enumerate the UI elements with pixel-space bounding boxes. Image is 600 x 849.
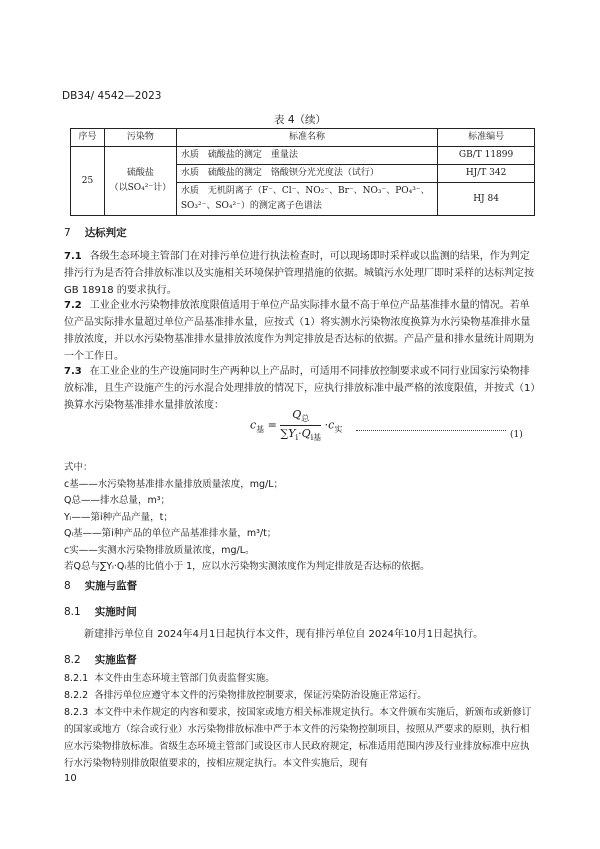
pollutant-name: 硫酸盐: [126, 168, 154, 178]
formula-1: $c_基$ = $\frac{Q_总}{\sum Y_i\cdot Q_{i基}}$ $\cdot c_实$: [250, 408, 343, 443]
paragraph-7-1: 7.1 各级生态环境主管部门在对排污单位进行执法检查时，可以现场即时采样或以监测的结果，作为判定排污行为是否符合排放标准以及实施相关环境保护管理措施的依据。城镇污水处理厂即时采样的达标判定按 GB 18918 的要求执行。: [64, 251, 534, 296]
col-header-standard-name: 标准名称: [176, 129, 437, 147]
page-number: 10: [64, 773, 77, 784]
table-row: [71, 147, 535, 165]
section-8-1-heading: 8.1 实施时间: [64, 606, 137, 618]
variables-title: 式中：: [64, 462, 93, 473]
table-header-row: [71, 129, 535, 147]
row-number: 25: [71, 147, 105, 216]
equation-leader-dots: [356, 430, 506, 431]
pollutant-cell: [104, 147, 176, 216]
item-8-2-1: 8.2.1 本文件由生态环境主管部门负责监督实施。: [64, 673, 275, 684]
pollutant-note: （以SO₄²⁻计）: [109, 183, 172, 193]
standard-code-cell: GB/T 11899: [438, 147, 535, 165]
item-8-2-3: 8.2.3 本文件中未作规定的内容和要求，按国家或地方相关标准规定执行。本文件颁布实施后，新颁布或新修订的国家或地方（综合或行业）水污染物排放标准中严于本文件的污染物控制项目，按照从严要求的原则，执行相应水污染物排放标准。省级生态环境主管部门或设区市人民政府规定，标准适用范围内涉及行业排放标准中应执行水污染物特别排放限值要求的，按相应规定执行。本文件实施后，现有: [64, 707, 532, 769]
table-caption: 表 4（续）: [273, 114, 327, 126]
standard-name: 水质 无机阴离子（F⁻、Cl⁻、NO₂⁻、Br⁻、NO₃⁻、PO₄³⁻、SO₃²⁻、SO₄²⁻）的测定离子色谱法: [176, 183, 437, 216]
variable-definitions: [64, 460, 536, 576]
standard-name: 水质 硫酸盐的测定 铬酸钡分光光度法（试行）: [176, 165, 437, 183]
variable-item: c实——实测水污染物排放质量浓度，mg/L。: [64, 544, 255, 556]
standard-name: 水质 硫酸盐的测定 重量法: [176, 147, 437, 165]
ratio-note: 若Q总与∑Yᵢ·Qᵢ基的比值小于 1，应以水污染物实测浓度作为判定排放是否达标的依据。: [64, 561, 430, 572]
variable-item: Qᵢ基——第i种产品的单位产品基准排水量，m³/t；: [64, 528, 277, 539]
standard-code: DB34/ 4542—2023: [62, 90, 162, 102]
paragraph-7-2: 7.2 工业企业水污染物排放浓度限值适用于单位产品实际排水量不高于单位产品基准排水量的情况。若单位产品实际排水量超过单位产品基准排水量，应按式（1）将实测水污染物浓度换算为水污染物基准排水量排放浓度，并以水污染物基准排水量排放浓度作为判定排放是否达标的依据。产品产量和排水量统计周期为一个工作日。: [64, 300, 534, 362]
section-8-heading: 8 实施与监督: [64, 580, 138, 592]
equation-number: (1): [510, 430, 523, 440]
variable-item: Q总——排水总量，m³；: [64, 495, 171, 506]
variable-item: Yᵢ——第i种产品产量，t；: [64, 511, 173, 523]
implementation-time-text: 新建排污单位自 2024年4月1日起执行本文件，现有排污单位自 2024年10月1日起执行。: [84, 629, 484, 640]
col-header-pollutant: 污染物: [104, 129, 176, 147]
section-8-2-heading: 8.2 实施监督: [64, 654, 137, 666]
col-header-standard-code: 标准编号: [438, 129, 535, 147]
variable-item: c基——水污染物基准排水量排放质量浓度，mg/L；: [64, 478, 284, 490]
standard-code-cell: HJ 84: [438, 183, 535, 216]
paragraph-7-3: 7.3 在工业企业的生产设施同时生产两种以上产品时，可适用不同排放控制要求或不同行业国家污染物排放标准，且生产设施产生的污水混合处理排放的情况下，应执行排放标准中最严格的浓度限值，并按式（1）换算水污染物基准排水量排放浓度：: [64, 366, 536, 411]
col-header-no: 序号: [71, 129, 105, 147]
section-7-heading: 7 达标判定: [64, 227, 127, 239]
standard-code-cell: HJ/T 342: [438, 165, 535, 183]
standards-table: [70, 128, 535, 216]
item-8-2-2: 8.2.2 各排污单位应遵守本文件的污染物排放控制要求，保证污染防治设施正常运行。: [64, 690, 427, 701]
